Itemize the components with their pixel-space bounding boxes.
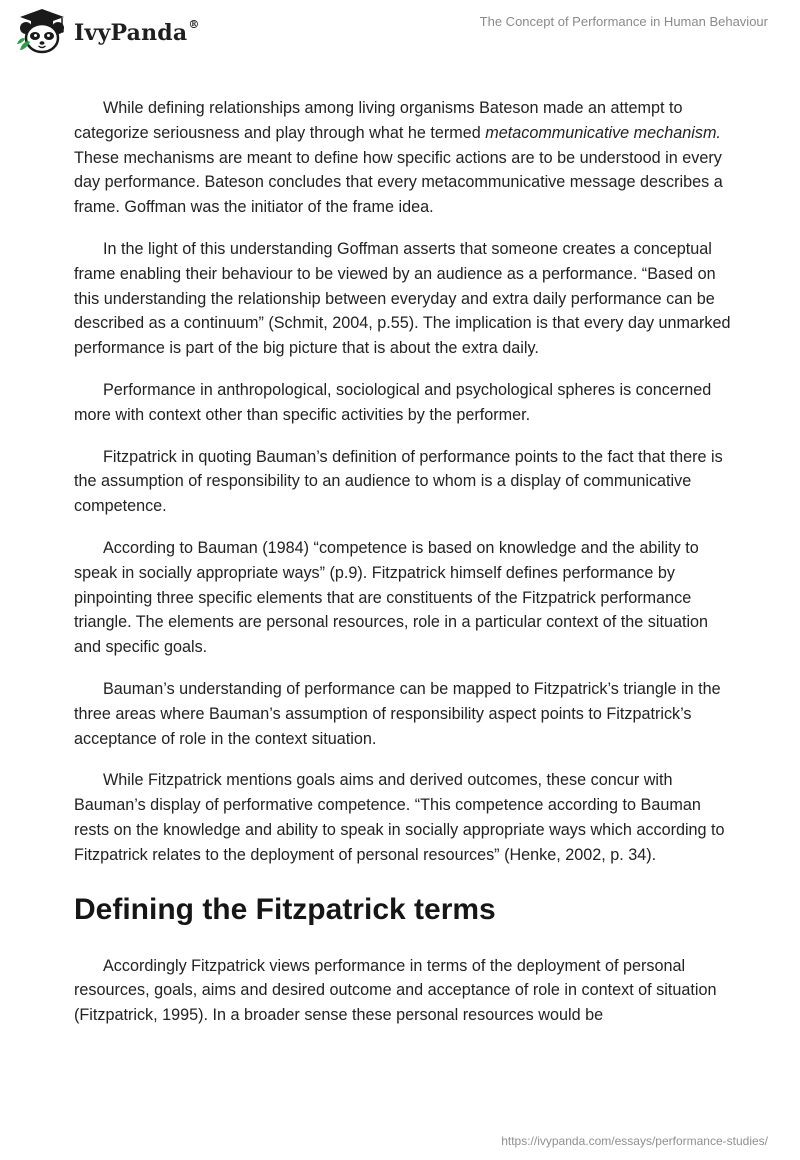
- paragraph-7: While Fitzpatrick mentions goals aims and derived outcomes, these concur with Bauman’s display of performative competence. “This competence according to Bauman rests on the knowledge and ability to speak in socially appropriate ways which according to Fitzpatrick relates to the deployment of personal resources” (Henke, 2002, p. 34).: [74, 771, 725, 864]
- paragraph-1-text-b: These mechanisms are meant to define how specific actions are to be understood in every day performance. Bateson concludes that every metacommunicative message describes a frame. Goffman was the initiator of the frame idea.: [74, 148, 723, 217]
- paragraph-6: Bauman’s understanding of performance can be mapped to Fitzpatrick’s triangle in the three areas where Bauman’s assumption of responsibility aspect points to Fitzpatrick’s acceptance of role in the context situation.: [74, 679, 721, 748]
- essay-body: [74, 96, 734, 1045]
- paragraph-4: Fitzpatrick in quoting Bauman’s definition of performance points to the fact that there is the assumption of responsibility to an audience to whom is a display of communicative competence.: [74, 447, 723, 516]
- panda-graduate-icon: [14, 6, 70, 58]
- paragraph-3: Performance in anthropological, sociological and psychological spheres is concerned more with context other than specific activities by the performer.: [74, 380, 712, 424]
- paragraph-5: According to Bauman (1984) “competence is based on knowledge and the ability to speak in socially appropriate ways” (p.9). Fitzpatrick himself defines performance by pinpointing three specific elements that are constituents of the Fitzpatrick performance triangle. The elements are personal resources, role in a particular context of the situation and specific goals.: [74, 538, 709, 657]
- brand-logo[interactable]: [14, 6, 200, 58]
- paragraph-1-italic-term: metacommunicative mechanism.: [485, 123, 721, 142]
- paragraph-1-text-a: While defining relationships among living organisms Bateson made an attempt to categorize seriousness and play through what he termed: [74, 99, 683, 142]
- paragraph-8: Accordingly Fitzpatrick views performance in terms of the deployment of personal resources, goals, aims and desired outcome and acceptance of role in context of situation (Fitzpatrick, 1995). In a broader sense these personal resources would be: [74, 956, 717, 1025]
- section-heading: Defining the Fitzpatrick terms: [74, 892, 496, 926]
- paragraph-2: In the light of this understanding Goffman asserts that someone creates a conceptual frame enabling their behaviour to be viewed by an audience as a performance. “Based on this understanding the relationship between everyday and extra daily performance can be described as a continuum” (Schmit, 2004, p.55). The implication is that every day unmarked performance is part of the big picture that is about the extra daily.: [74, 239, 731, 358]
- paragraph-1: [74, 96, 734, 220]
- document-title: The Concept of Performance in Human Behaviour: [479, 14, 768, 29]
- page-header: [0, 0, 800, 64]
- source-url[interactable]: https://ivypanda.com/essays/performance-studies/: [501, 1134, 768, 1148]
- brand-name: IvyPanda®: [74, 18, 200, 46]
- registered-mark: ®: [188, 18, 200, 31]
